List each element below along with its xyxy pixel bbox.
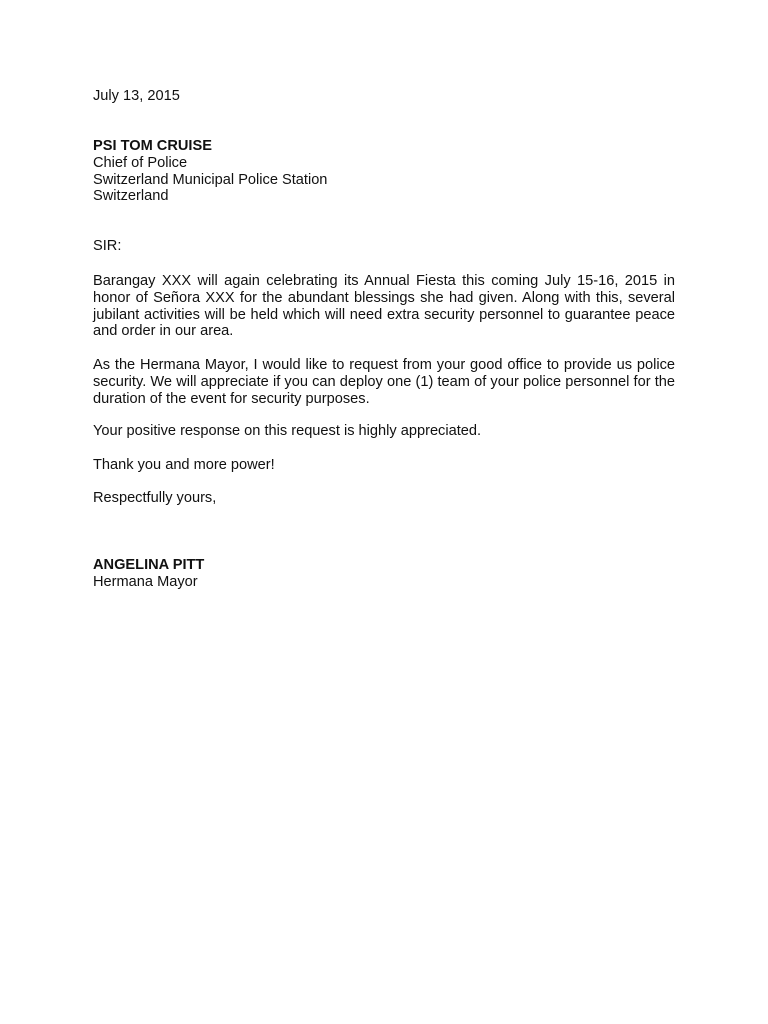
signatory-name: ANGELINA PITT: [93, 557, 205, 573]
body-paragraph-1-block: [93, 273, 675, 340]
letter-date-block: [93, 88, 675, 105]
recipient-name: PSI TOM CRUISE: [93, 138, 212, 154]
signatory-block: [93, 557, 675, 591]
salutation-block: [93, 238, 675, 255]
body-paragraph: Thank you and more power!: [93, 457, 275, 473]
closing-block: [93, 490, 675, 507]
recipient-location: Switzerland: [93, 188, 169, 205]
recipient-organization: Switzerland Municipal Police Station: [93, 171, 328, 188]
body-paragraph: Barangay XXX will again celebrating its Annual Fiesta this coming July 15-16, 2015 in honor of Señora XXX for the abundant blessings she had given. Along with this, several jubilant activities will be held which will need extra security personnel to guarantee peace and order in our area.: [93, 273, 675, 340]
letter-date: July 13, 2015: [93, 88, 180, 104]
body-paragraph-2-block: [93, 357, 675, 407]
body-paragraph-4-block: [93, 457, 675, 474]
body-paragraph: Your positive response on this request is highly appreciated.: [93, 423, 482, 439]
body-paragraph-3-block: [93, 423, 675, 440]
closing: Respectfully yours,: [93, 490, 217, 506]
recipient-block: [93, 138, 675, 205]
body-paragraph: As the Hermana Mayor, I would like to request from your good office to provide us police security. We will appreciate if you can deploy one (1) team of your police personnel for the duration of the event for security purposes.: [93, 357, 675, 407]
recipient-title: Chief of Police: [93, 154, 188, 171]
salutation: SIR:: [93, 238, 122, 254]
signatory-title: Hermana Mayor: [93, 573, 198, 590]
